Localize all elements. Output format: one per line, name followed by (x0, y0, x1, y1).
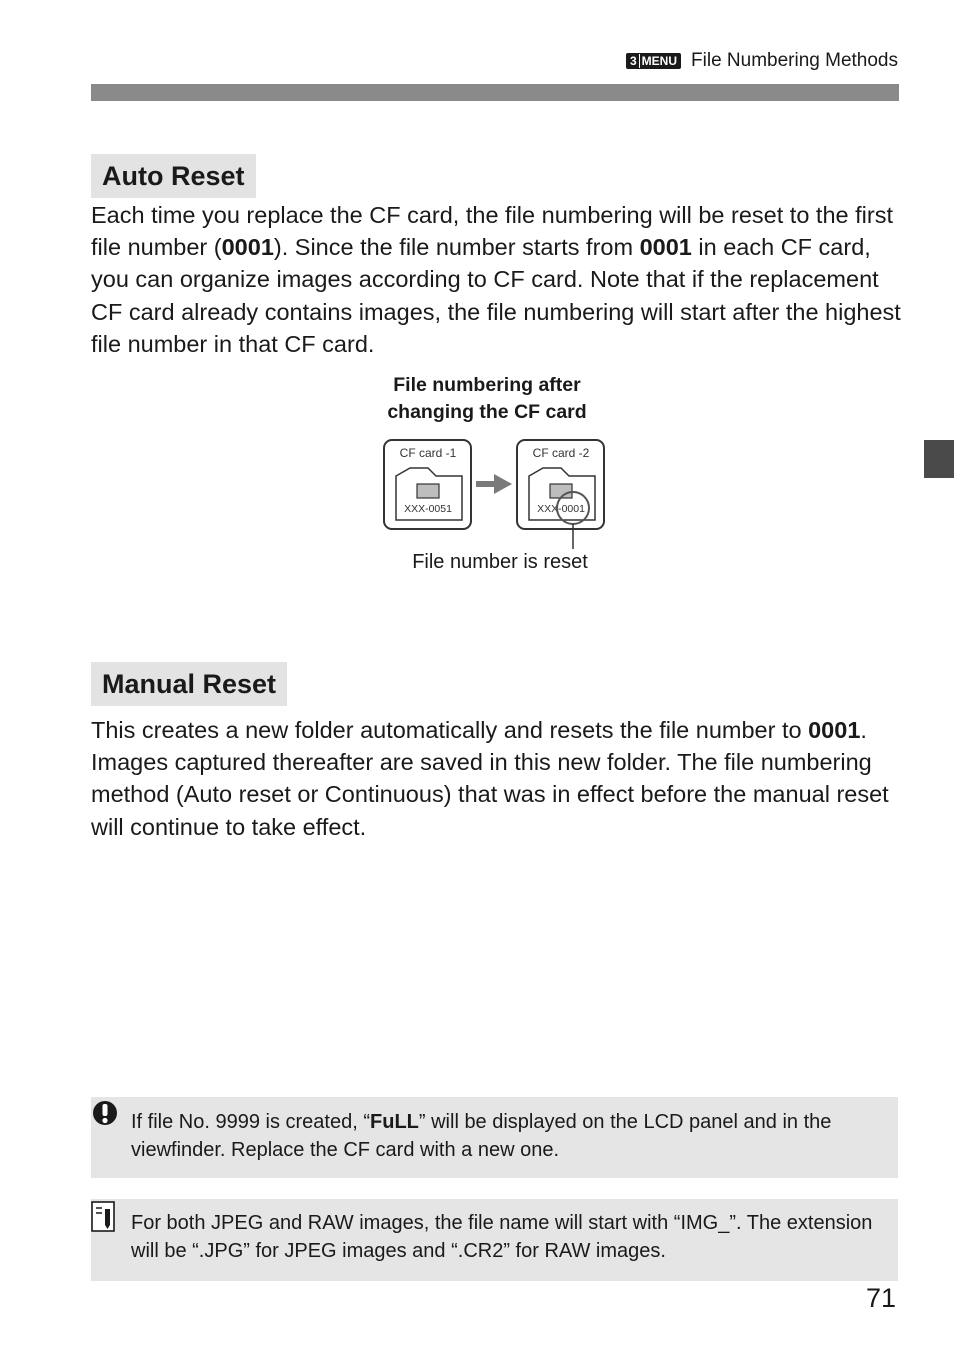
auto-reset-text-3: in each CF card, you can organize images according to CF card. Note that if the replacement CF card already contains images, the file numbering will start after the highest file number in that CF card. (91, 234, 901, 357)
auto-reset-bold-2: 0001 (639, 234, 692, 261)
manual-reset-bold: 0001 (808, 717, 861, 743)
arrow-right-icon (476, 474, 512, 494)
auto-reset-text-1: Each time you replace the CF card, the file numbering will be reset to the first file number ( (91, 202, 893, 261)
chapter-tab-marker (924, 440, 954, 478)
manual-reset-heading: Manual Reset (91, 662, 287, 706)
caution-bold: FuLL (370, 1111, 419, 1133)
memo-text: For both JPEG and RAW images, the file name will start with “IMG_”. The extension will be “.JPG” for JPEG images and “.CR2” for RAW images. (131, 1212, 873, 1262)
image-icon (417, 484, 439, 498)
figure-caption-line1: File numbering after (393, 374, 581, 396)
menu-icon: 3 MENU (626, 53, 681, 69)
card1-file: XXX-0051 (404, 503, 452, 515)
callout-text: File number is reset (412, 551, 588, 573)
memo-icon (91, 1201, 119, 1233)
page-number: 71 (865, 1283, 896, 1313)
manual-reset-body (91, 714, 901, 843)
auto-reset-text-2: ). Since the file number starts from (273, 234, 640, 261)
running-header (626, 50, 898, 72)
manual-reset-text-1: This creates a new folder automatically and resets the file number to (91, 717, 809, 743)
image-icon (550, 484, 572, 498)
header-title: File Numbering Methods (691, 50, 898, 71)
caution-text-1: If file No. 9999 is created, “ (131, 1111, 371, 1133)
caution-box (91, 1097, 898, 1178)
manual-reset-text-2: . Images captured thereafter are saved in this new folder. The file numbering method (Auto reset or Continuous) that was in effect before the manual reset will continue to take effect. (91, 717, 889, 840)
caution-text (131, 1108, 884, 1164)
header-rule (91, 84, 899, 101)
card1-label: CF card -1 (399, 446, 457, 460)
cf-card-diagram (380, 436, 620, 556)
memo-box (91, 1199, 898, 1281)
figure-caption-line2: changing the CF card (387, 401, 587, 423)
auto-reset-bold-1: 0001 (221, 234, 274, 261)
cf-card-2 (517, 440, 604, 549)
caution-text-2: ” will be displayed on the LCD panel and in the viewfinder. Replace the CF card with a new one. (131, 1111, 832, 1161)
card2-file: XXX-0001 (537, 503, 585, 515)
auto-reset-body (91, 199, 901, 360)
figure-caption (347, 372, 627, 426)
auto-reset-heading: Auto Reset (91, 154, 256, 198)
cf-card-1 (384, 440, 471, 529)
caution-icon (91, 1099, 121, 1129)
card2-label: CF card -2 (532, 446, 590, 460)
